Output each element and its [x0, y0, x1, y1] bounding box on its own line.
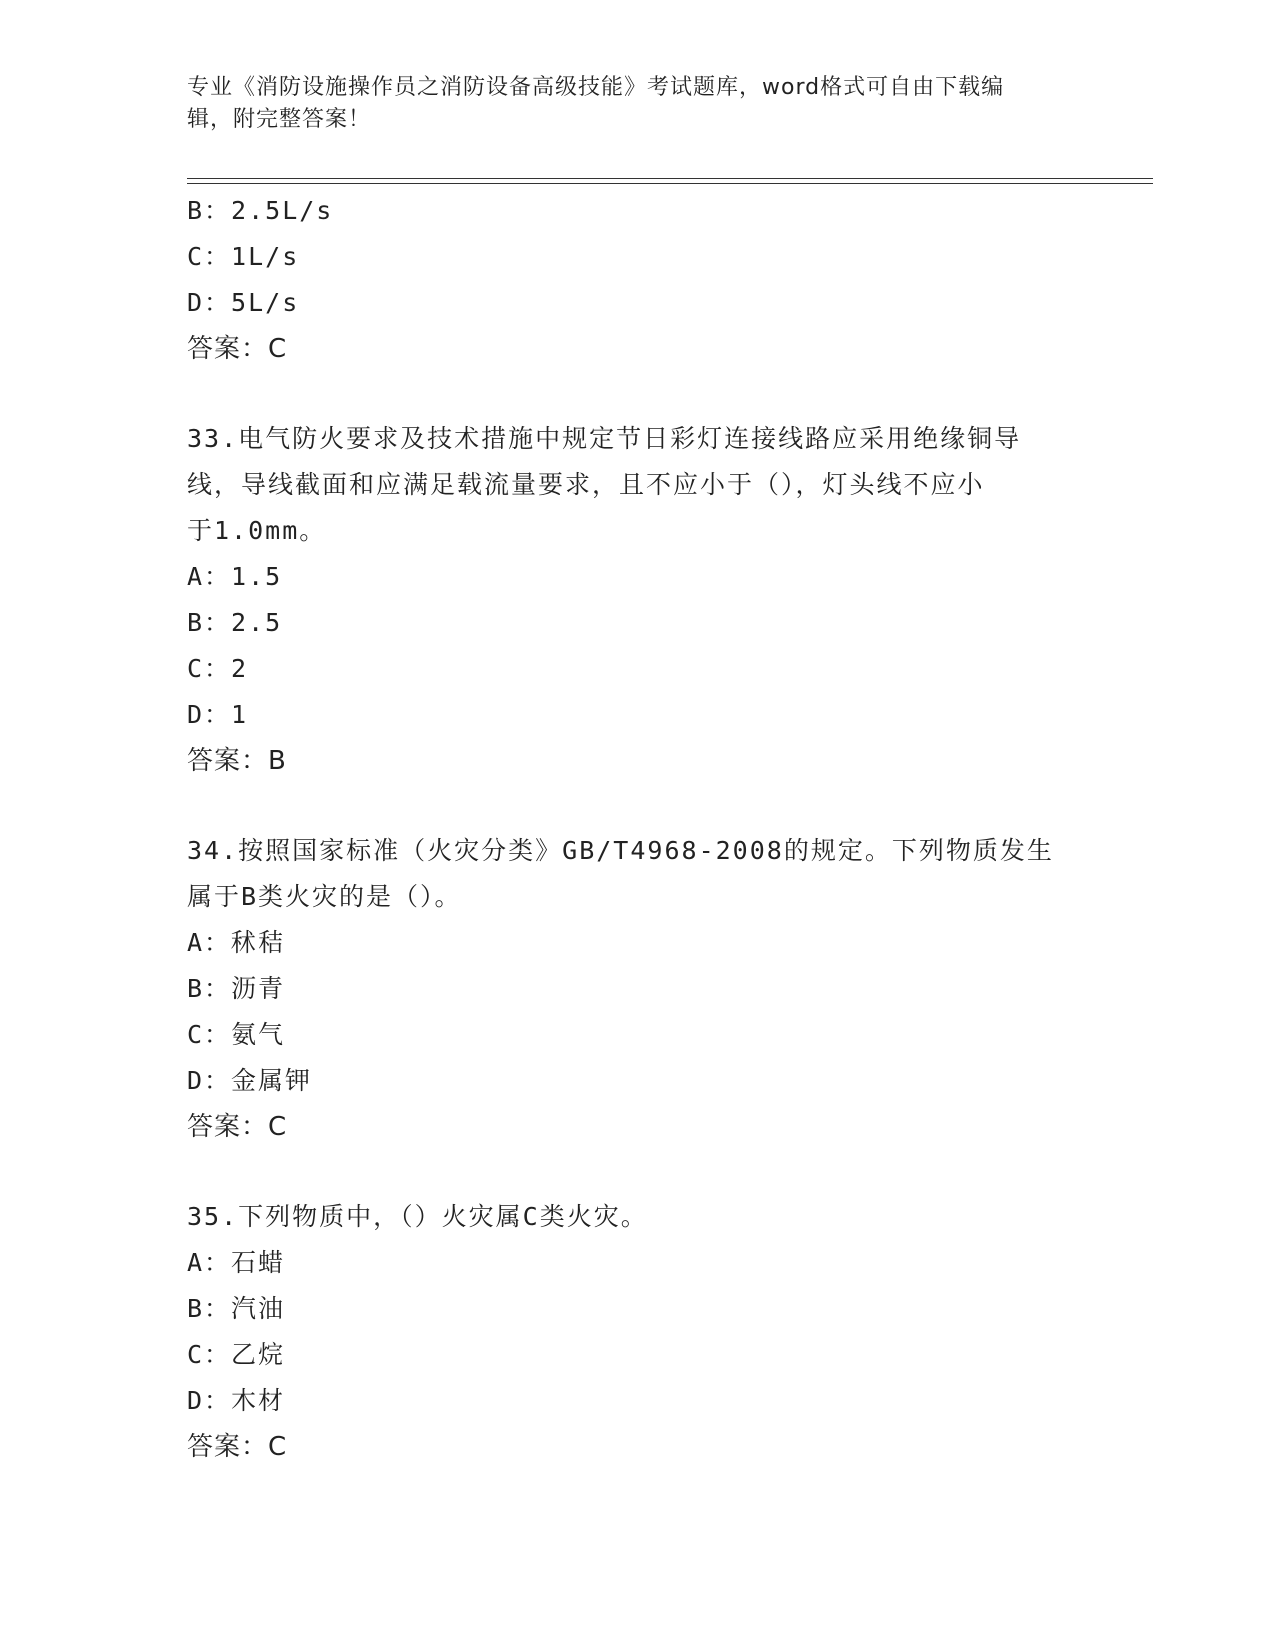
question-text-line: 33.电气防火要求及技术措施中规定节日彩灯连接线路应采用绝缘铜导: [187, 424, 1022, 453]
option-a: A：秫秸: [187, 928, 286, 957]
option-d: D：1: [187, 700, 249, 729]
question-block-35: [187, 1194, 1087, 1470]
option-b: B：沥青: [187, 974, 286, 1003]
question-text-line: 34.按照国家标准（火灾分类》GB/T4968-2008的规定。下列物质发生: [187, 836, 1054, 865]
answer-line: 答案：C: [187, 334, 288, 364]
header-line-2: 辑，附完整答案！: [187, 107, 372, 132]
option-c: C：乙烷: [187, 1340, 286, 1369]
answer-line: 答案：C: [187, 1432, 288, 1462]
option-d: D：金属钾: [187, 1066, 313, 1095]
question-block-33: [187, 416, 1087, 784]
option-a: A：石蜡: [187, 1248, 286, 1277]
question-text-line: 于1.0mm。: [187, 516, 327, 545]
header-rule-bottom: [187, 183, 1153, 184]
header-line-1: 专业《消防设施操作员之消防设备高级技能》考试题库，word格式可自由下载编: [187, 75, 1005, 100]
question-text-line: 线，导线截面和应满足载流量要求，且不应小于（），灯头线不应小: [187, 470, 985, 499]
question-list: [187, 188, 1087, 1470]
option-b: B：2.5: [187, 608, 283, 637]
answer-line: 答案：C: [187, 1112, 288, 1142]
header-rule-top: [187, 178, 1153, 179]
answer-line: 答案：B: [187, 746, 287, 776]
option-c: C：2: [187, 654, 249, 683]
question-text-line: 35.下列物质中，（）火灾属C类火灾。: [187, 1202, 648, 1231]
question-text-line: 属于B类火灾的是（）。: [187, 882, 462, 911]
option-d: D：木材: [187, 1386, 286, 1415]
question-block-32: [187, 188, 1087, 372]
option-c: C：氨气: [187, 1020, 286, 1049]
option-d: D：5L/s: [187, 288, 300, 317]
option-c: C：1L/s: [187, 242, 300, 271]
document-header: [187, 72, 1067, 136]
question-block-34: [187, 828, 1087, 1150]
option-a: A：1.5: [187, 562, 283, 591]
option-b: B：汽油: [187, 1294, 286, 1323]
option-b: B：2.5L/s: [187, 196, 334, 225]
